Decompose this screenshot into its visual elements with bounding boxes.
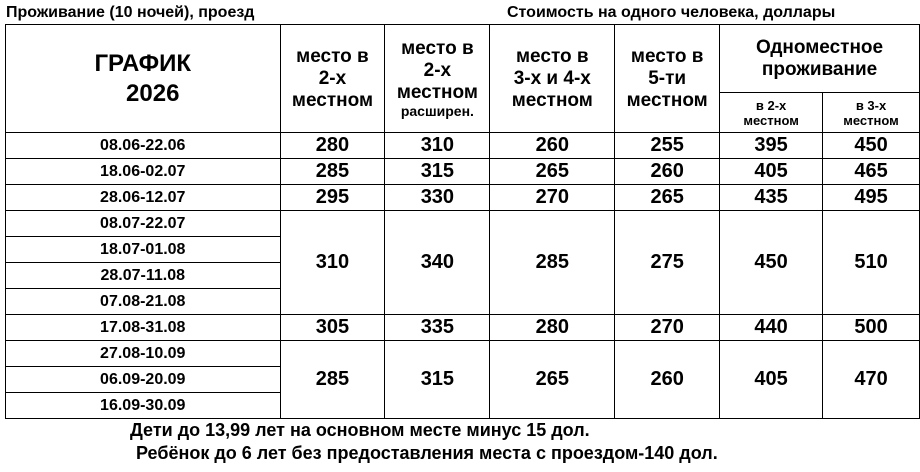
price-value: 315: [385, 341, 490, 419]
col-header-line: проживание: [761, 58, 878, 80]
price-value: 260: [615, 159, 720, 185]
price-value: 285: [280, 159, 385, 185]
col-header-line: место в: [630, 45, 704, 67]
price-value: 260: [615, 341, 720, 419]
price-value: 470: [823, 341, 920, 419]
price-value: 335: [385, 315, 490, 341]
col-header-line: место в: [296, 45, 369, 67]
col-header-line: расширен.: [400, 103, 474, 119]
date-range: 17.08-31.08: [6, 315, 281, 341]
price-value: 285: [280, 341, 385, 419]
col-header-line: местном: [626, 89, 708, 111]
price-value: 450: [823, 133, 920, 159]
col-header-line: в 3-х: [855, 97, 887, 113]
price-value: 405: [720, 341, 823, 419]
table-row: [6, 159, 920, 185]
price-value: 405: [720, 159, 823, 185]
price-value: 510: [823, 211, 920, 315]
price-value: 440: [720, 315, 823, 341]
price-value: 295: [280, 185, 385, 211]
table-row: [6, 315, 920, 341]
col-header-single: [720, 25, 920, 93]
price-value: 280: [280, 133, 385, 159]
col-header-line: 2-х: [318, 67, 347, 89]
price-value: 310: [280, 211, 385, 315]
schedule-header: [6, 25, 281, 133]
table-row: [6, 133, 920, 159]
price-value: 305: [280, 315, 385, 341]
col-header-five: [615, 25, 720, 133]
col-header-single-triple: [823, 93, 920, 133]
date-range: 08.07-22.07: [6, 211, 281, 237]
col-header-line: местном: [396, 82, 478, 103]
date-range: 27.08-10.09: [6, 341, 281, 367]
note-children: Дети до 13,99 лет на основном месте минус 15 дол.: [130, 420, 590, 440]
price-value: 435: [720, 185, 823, 211]
col-header-line: 2-х: [423, 60, 452, 81]
price-value: 260: [490, 133, 615, 159]
table-row: [6, 211, 920, 237]
price-value: 310: [385, 133, 490, 159]
price-value: 330: [385, 185, 490, 211]
date-range: 18.06-02.07: [6, 159, 281, 185]
col-header-double-extended: [385, 25, 490, 133]
date-range: 07.08-21.08: [6, 289, 281, 315]
price-value: 315: [385, 159, 490, 185]
schedule-label: ГРАФИК: [94, 49, 192, 77]
price-value: 340: [385, 211, 490, 315]
col-header-line: место в: [401, 38, 474, 59]
price-value: 255: [615, 133, 720, 159]
col-header-triple-quad: [490, 25, 615, 133]
price-value: 495: [823, 185, 920, 211]
price-value: 280: [490, 315, 615, 341]
col-header-line: 5-ти: [648, 67, 687, 89]
price-value: 270: [615, 315, 720, 341]
price-value: 450: [720, 211, 823, 315]
table-row: [6, 341, 920, 367]
col-header-single-double: [720, 93, 823, 133]
note-infant: Ребёнок до 6 лет без предоставления места с проездом-140 дол.: [136, 443, 718, 463]
date-range: 06.09-20.09: [6, 367, 281, 393]
col-header-line: местном: [511, 89, 593, 111]
date-range: 16.09-30.09: [6, 393, 281, 419]
col-header-line: 3-х и 4-х: [513, 67, 591, 89]
col-header-line: в 2-х: [755, 97, 787, 113]
header-left: Проживание (10 ночей), проезд: [6, 4, 255, 21]
price-value: 395: [720, 133, 823, 159]
table-row: [6, 185, 920, 211]
price-value: 270: [490, 185, 615, 211]
col-header-line: местном: [743, 112, 799, 128]
col-header-line: Одноместное: [756, 36, 884, 58]
price-table: [5, 24, 920, 419]
col-header-double: [280, 25, 385, 133]
schedule-year: 2026: [126, 79, 180, 107]
price-value: 465: [823, 159, 920, 185]
date-range: 28.06-12.07: [6, 185, 281, 211]
date-range: 18.07-01.08: [6, 237, 281, 263]
price-rows: [6, 133, 920, 419]
price-value: 500: [823, 315, 920, 341]
price-value: 265: [490, 159, 615, 185]
price-value: 275: [615, 211, 720, 315]
col-header-line: местном: [843, 112, 899, 128]
date-range: 28.07-11.08: [6, 263, 281, 289]
col-header-line: место в: [516, 45, 589, 67]
price-value: 265: [490, 341, 615, 419]
price-value: 265: [615, 185, 720, 211]
header-right: Стоимость на одного человека, доллары: [507, 4, 836, 21]
col-header-line: местном: [291, 89, 374, 111]
date-range: 08.06-22.06: [6, 133, 281, 159]
price-value: 285: [490, 211, 615, 315]
